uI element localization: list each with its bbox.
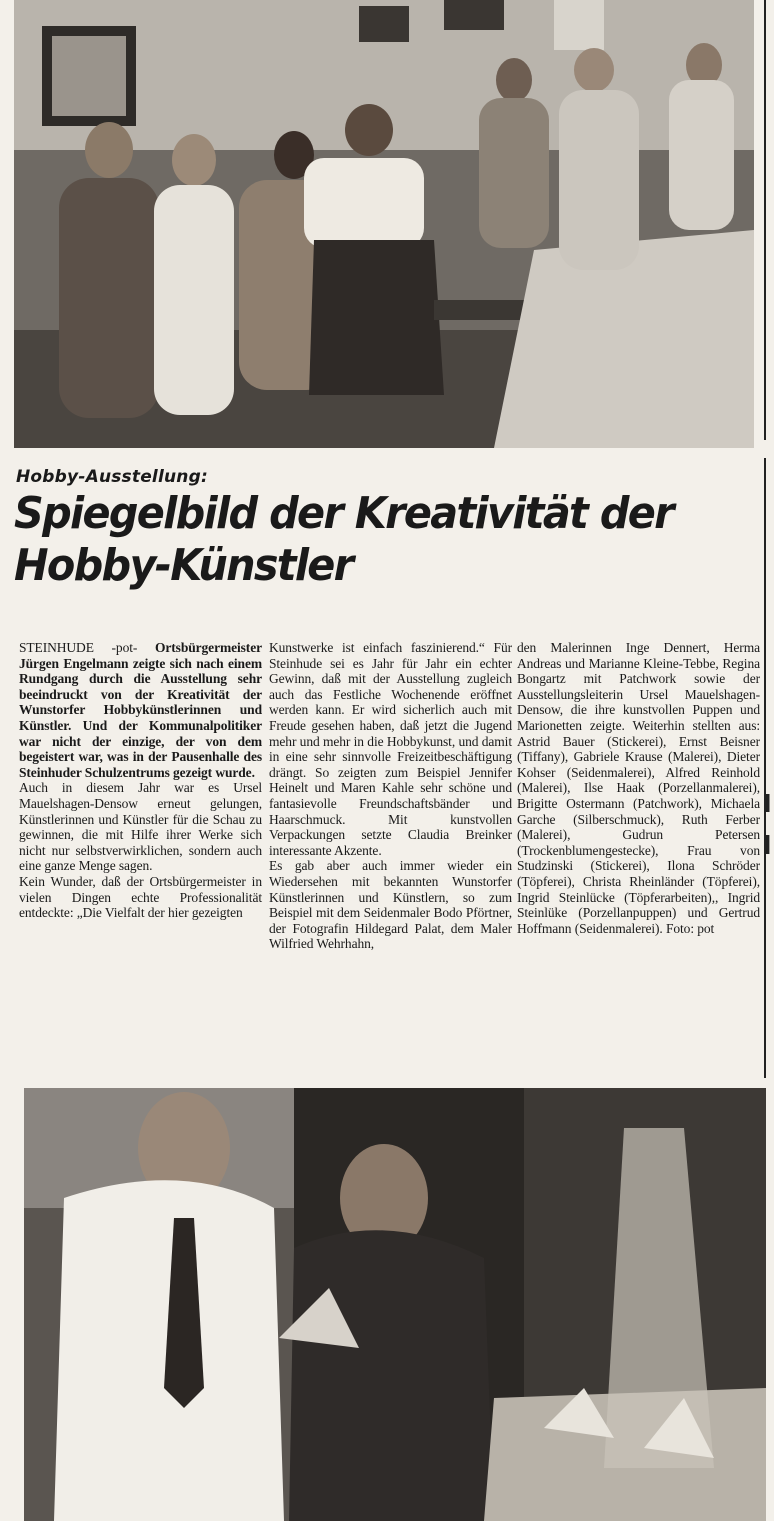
photo-illustration [24,1088,766,1521]
article-kicker: Hobby-Ausstellung: [16,467,208,487]
adjacent-column-rule [764,458,766,1078]
article-lead: Ortsbürgermeister Jürgen Engelmann zeigte sich nach einem Rundgang durch die Ausstellung sehr beeindruckt von der Kreativität der Wunstorfer Hobbykünstlerinnen und Künstler. Und der Kommunalpolitiker war nicht der einzige, der von dem begeistert war, was in der Pausenhalle des Steinhuder Schulzentrums gezeigt wurde. [19,640,262,780]
article-body-text: Auch in diesem Jahr war es Ursel Mauelshagen-Densow erneut gelungen, Künstlerinnen und Künstler für die Schau zu gewinnen, die mit Hilfe ihrer Werke sich nicht nur selbstverwirklichen, sondern auch eine ganze Menge sagen. Kein Wunder, daß der Ortsbürgermeister in vielen Dingen echte Professionalität entdeckte: „Die Vielfalt der hier gezeigten [19,780,262,921]
article-dateline: STEINHUDE -pot- [19,640,155,655]
photo-illustration [14,0,754,448]
article-column-1 [19,640,262,921]
adjacent-column-fragment: l [764,830,772,860]
article-column-3: den Malerinnen Inge Dennert, Herma Andreas und Marianne Kleine-Tebbe, Regina Bongartz mit Patchwork sowie der Ausstellungsleiterin Ursel Mauelshagen-Densow, die ihre kunstvollen Puppen und Marionetten zeigte. Weiterhin stellten aus: Astrid Bauer (Stickerei), Ernst Beisner (Tiffany), Gabriele Krause (Malerei), Dieter Kohser (Seidenmalerei), Alfred Reinhold (Malerei), Ilse Haak (Porzellanmalerei), Brigitte Ostermann (Patchwork), Michaela Garche (Silberschmuck), Ruth Ferber (Malerei), Gudrun Petersen (Trockenblumengestecke), Frau von Studzinski (Stickerei), Ilona Schröder (Töpferei), Christa Rheinländer (Töpferei), Ingrid Steinlücke (Töpferarbeiten),, Ingrid Steinlüke (Porzellanpuppen) und Gertrud Hoffmann (Seidenmalerei). Foto: pot [517,640,760,936]
article-headline: Spiegelbild der Kreativität der Hobby-Künstler [14,488,673,591]
exhibition-visitors-photo [14,0,754,448]
adjacent-column-fragment: I [764,788,772,818]
adjacent-column-rule [764,0,766,440]
article-column-2: Kunstwerke ist einfach faszinierend.“ Für Steinhude sei es Jahr für Jahr ein echter Gewinn, daß mit der Ausstellung zugleich auch das Festliche Wochenende eröffnet werden kann. Er wird sicherlich auch mit Freude gesehen haben, daß jetzt die Jugend mehr und mehr in die Hobbykunst, und damit in eine sehr sinnvolle Freizeitbeschäftigung drängt. So zeigten zum Beispiel Jennifer Heinelt und Maren Kahle sehr schöne und fantasievolle Freundschaftsbänder und Haarschmuck. Mit kunstvollen Verpackungen setzte Claudia Breinker interessante Akzente. Es gab aber auch immer wieder ein Wiedersehen mit bekannten Wunstorfer Künstlerinnen und Künstlern, so zum Beispiel mit dem Seidenmaler Bodo Pförtner, der Fotografin Hildegard Palat, dem Maler Wilfried Wehrhahn, [269,640,512,952]
mayor-with-artist-photo [24,1088,766,1521]
